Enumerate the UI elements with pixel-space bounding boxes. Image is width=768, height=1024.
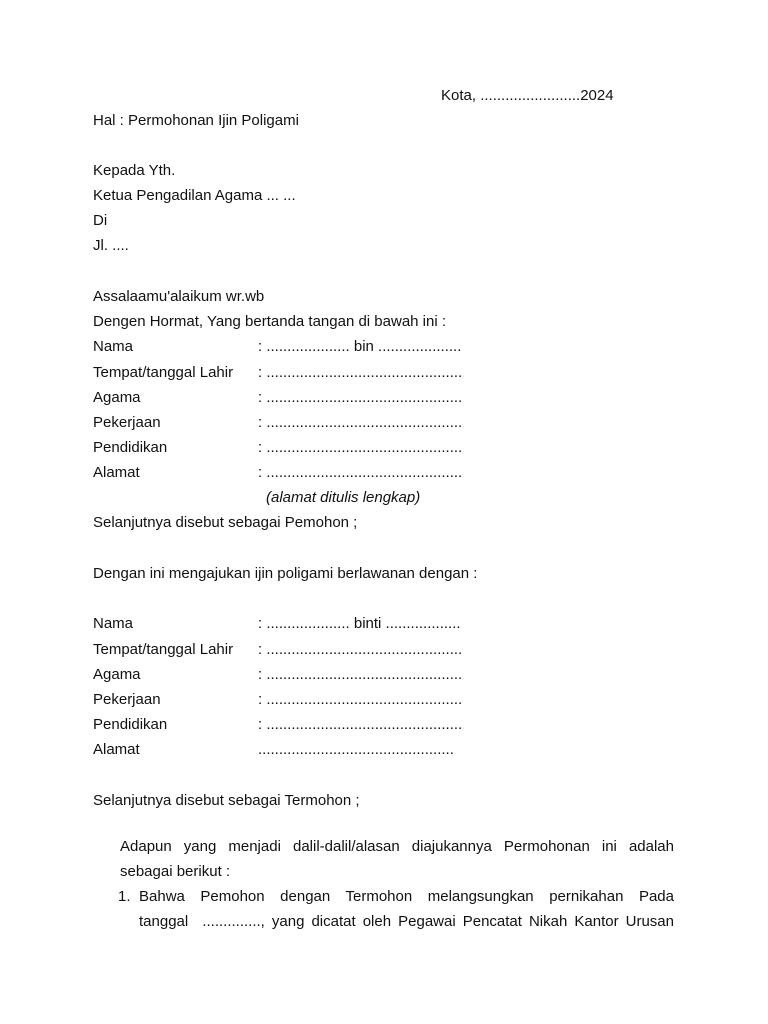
pemohon-value-agama: : ............................................... (258, 389, 463, 406)
pemohon-label-ttl: Tempat/tanggal Lahir (93, 364, 234, 381)
termohon-value-nama: : .................... binti .................. (258, 615, 461, 632)
pemohon-label-pekerjaan: Pekerjaan (93, 414, 161, 431)
subject-line: Hal : Permohonan Ijin Poligami (93, 112, 299, 129)
pemohon-label-pendidikan: Pendidikan (93, 439, 168, 456)
recipient-name: Ketua Pengadilan Agama ... ... (93, 187, 296, 204)
greeting-intro: Dengen Hormat, Yang bertanda tangan di bawah ini : (93, 313, 447, 330)
pemohon-value-nama: : .................... bin .................... (258, 338, 462, 355)
pemohon-address-note: (alamat ditulis lengkap) (266, 489, 421, 506)
pemohon-label-agama: Agama (93, 389, 141, 406)
date-line: Kota, ........................2024 (441, 87, 614, 104)
pemohon-label-nama: Nama (93, 338, 134, 355)
greeting-salam: Assalaamu'alaikum wr.wb (93, 288, 265, 305)
reason-item-line1: Bahwa Pemohon dengan Termohon melangsungkan pernikahan Pada (139, 888, 674, 905)
termohon-label-pekerjaan: Pekerjaan (93, 691, 161, 708)
termohon-value-agama: : ............................................... (258, 666, 463, 683)
termohon-value-pekerjaan: : ............................................... (258, 691, 463, 708)
termohon-label-agama: Agama (93, 666, 141, 683)
reason-item-line2: tanggal .............., yang dicatat oleh Pegawai Pencatat Nikah Kantor Urusan (139, 913, 674, 930)
recipient-address: Jl. .... (93, 237, 129, 254)
pemohon-value-alamat: : ............................................... (258, 464, 463, 481)
recipient-at: Di (93, 212, 108, 229)
pemohon-value-pekerjaan: : ............................................... (258, 414, 463, 431)
termohon-label-ttl: Tempat/tanggal Lahir (93, 641, 234, 658)
statement-line: Dengan ini mengajukan ijin poligami berlawanan dengan : (93, 565, 478, 582)
pemohon-value-ttl: : ............................................... (258, 364, 463, 381)
termohon-designation: Selanjutnya disebut sebagai Termohon ; (93, 792, 360, 809)
pemohon-designation: Selanjutnya disebut sebagai Pemohon ; (93, 514, 358, 531)
termohon-value-pendidikan: : ............................................... (258, 716, 463, 733)
pemohon-label-alamat: Alamat (93, 464, 140, 481)
reasons-intro-line1: Adapun yang menjadi dalil-dalil/alasan diajukannya Permohonan ini adalah (120, 838, 674, 855)
termohon-label-alamat: Alamat (93, 741, 140, 758)
termohon-value-ttl: : ............................................... (258, 641, 463, 658)
termohon-label-nama: Nama (93, 615, 134, 632)
termohon-value-alamat: ............................................... (258, 741, 454, 758)
termohon-label-pendidikan: Pendidikan (93, 716, 168, 733)
reasons-intro-line2: sebagai berikut : (120, 863, 231, 880)
pemohon-value-pendidikan: : ............................................... (258, 439, 463, 456)
reason-item-number: 1. (118, 888, 131, 905)
recipient-to: Kepada Yth. (93, 162, 176, 179)
